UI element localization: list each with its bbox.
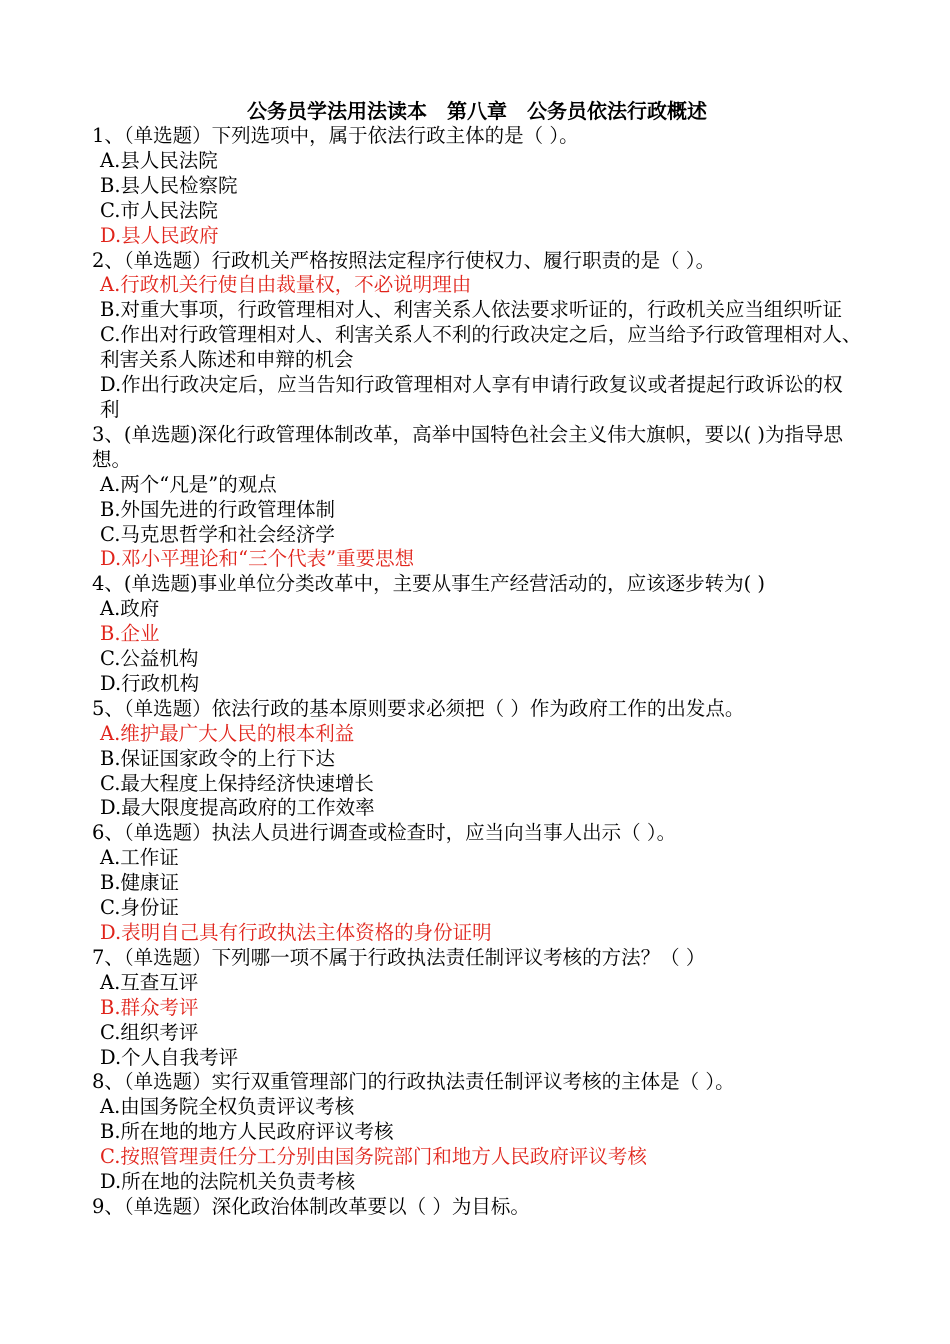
question-stem: 2、（单选题）行政机关严格按照法定程序行使权力、履行职责的是（ ）。 [92,248,716,272]
answer-option: D.作出行政决定后，应当告知行政管理相对人享有申请行政复议或者提起行政诉讼的权利 [100,373,843,421]
question-block [92,249,862,423]
question-stem: 3、(单选题)深化行政管理体制改革，高举中国特色社会主义伟大旗帜，要以( )为指导思想。 [92,422,844,471]
question-block [92,572,862,697]
answer-option: D.最大限度提高政府的工作效率 [100,796,375,820]
answer-option: D.行政机构 [100,671,200,695]
answer-option: C.身份证 [100,896,179,920]
question-stem: 7、（单选题）下列哪一项不属于行政执法责任制评议考核的方法？（ ） [92,945,706,969]
correct-answer-option: C.按照管理责任分工分别由国务院部门和地方人民政府评议考核 [100,1145,647,1169]
answer-option: C.公益机构 [100,647,199,671]
question-block [92,821,862,946]
question-stem: 9、（单选题）深化政治体制改革要以（ ）为目标。 [92,1194,530,1218]
question-stem: 8、（单选题）实行双重管理部门的行政执法责任制评议考核的主体是（ ）。 [92,1070,735,1094]
answer-option: A.工作证 [100,846,179,870]
question-block [92,1195,862,1220]
question-block [92,697,862,822]
answer-option: B.外国先进的行政管理体制 [100,497,336,521]
document-page [92,98,862,1220]
answer-option: D.所在地的法院机关负责考核 [100,1170,356,1194]
answer-option: B.健康证 [100,871,180,895]
correct-answer-option: D.表明自己具有行政执法主体资格的身份证明 [100,921,492,944]
correct-answer-option: B.企业 [100,622,160,646]
question-block [92,423,862,572]
document-title: 公务员学法用法读本 第八章 公务员依法行政概述 [247,99,707,123]
question-block [92,124,862,249]
answer-option: C.市人民法院 [100,198,218,222]
answer-option: B.保证国家政令的上行下达 [100,746,336,770]
correct-answer-option: B.群众考评 [100,995,199,1019]
answer-option: A.政府 [100,597,160,621]
answer-option: B.所在地的地方人民政府评议考核 [100,1120,394,1144]
answer-option: A.由国务院全权负责评议考核 [100,1095,355,1119]
answer-option: A.县人民法院 [100,148,218,172]
correct-answer-option: A.维护最广大人民的根本利益 [100,721,355,745]
answer-option: C.最大程度上保持经济快速增长 [100,771,374,795]
answer-option: B.县人民检察院 [100,173,238,197]
question-stem: 6、（单选题）执法人员进行调查或检查时，应当向当事人出示（ ）。 [92,821,677,845]
answer-option: A.互查互评 [100,970,199,994]
answer-option: B.对重大事项，行政管理相对人、利害关系人依法要求听证的，行政机关应当组织听证 [100,298,843,322]
answer-option: A.两个“凡是”的观点 [100,472,277,496]
answer-option: C.作出对行政管理相对人、利害关系人不利的行政决定之后，应当给予行政管理相对人、利害关系人陈述和申辩的机会 [100,323,862,372]
correct-answer-option: D.邓小平理论和“三个代表”重要思想 [100,547,415,571]
question-stem: 4、(单选题)事业单位分类改革中，主要从事生产经营活动的，应该逐步转为( ) [92,572,766,596]
answer-option: C.组织考评 [100,1020,199,1044]
question-list [92,124,862,1220]
question-stem: 1、（单选题）下列选项中，属于依法行政主体的是（ ）。 [92,124,579,147]
correct-answer-option: A.行政机关行使自由裁量权，不必说明理由 [100,273,472,297]
question-block [92,1070,862,1195]
correct-answer-option: D.县人民政府 [100,223,219,247]
answer-option: D.个人自我考评 [100,1045,239,1069]
question-stem: 5、（单选题）依法行政的基本原则要求必须把（ ）作为政府工作的出发点。 [92,696,745,720]
question-block [92,946,862,1071]
answer-option: C.马克思哲学和社会经济学 [100,522,335,546]
